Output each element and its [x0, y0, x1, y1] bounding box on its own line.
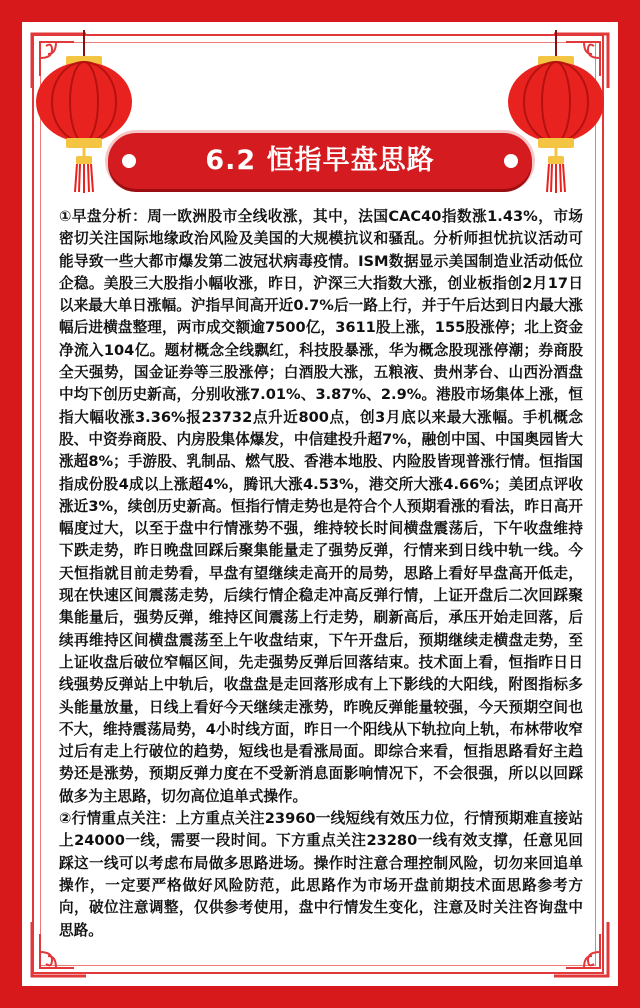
- paragraph-morning-analysis: ①早盘分析：周一欧洲股市全线收涨，其中，法国CAC40指数涨1.43%，市场密切关注国际地缘政治风险及美国的大规模抗议和骚乱。分析师担忧抗议活动可能导致一些大都市爆发第二波冠状病毒疫情。ISM数据显示美国制造业活动低位企稳。美股三大股指小幅收涨，昨日，沪深三大指数大涨，创业板指创2月17日以来最大单日涨幅。沪指早间高开近0.7%后一路上行，并于午后达到日内最大涨幅后进横盘整理，两市成交额逾7500亿，3611股上涨，155股涨停；北上资金净流入104亿。题材概念全线飘红，科技股暴涨，华为概念股现涨停潮；券商股全天强势，国金证券等三股涨停；白酒股大涨，五粮液、贵州茅台、山西汾酒盘中均下创历史新高，分别收涨7.01%、3.87%、2.9%。港股市场集体上涨，恒指大幅收涨3.36%报23732点升近800点，创3月底以来最大涨幅。手机概念股、中资券商股、内房股集体爆发，中信建投升超7%，融创中国、中国奥园皆大涨超8%；手游股、乳制品、燃气股、香港本地股、内险股皆现普涨行情。恒指国指成份股4成以上涨超4%，腾讯大涨4.53%，港交所大涨4.66%；美团点评收涨近3%，续创历史新高。恒指行情走势也是符合个人预期看涨的看法，昨日高开幅度过大，以至于盘中行情涨势不强，维持较长时间横盘震荡后，下午收盘维持下跌走势，昨日晚盘回踩后聚集能量走了强势反弹，行情来到日线中轨一线。今天恒指就目前走势看，早盘有望继续走高开的局势，思路上看好早盘高开低走，现在快速区间震荡走势，后续行情企稳走冲高反弹行情，上证开盘后二次回踩聚集能量后，强势反弹，维持区间震荡上行走势，刷新高后，承压开始走回落，后续再维持区间横盘震荡至上午收盘结束，下午开盘后，预期继续走横盘走势，至上证收盘后破位窄幅区间，先走强势反弹后回落结束。技术面上看，恒指昨日日线强势反弹站上中轨后，收盘盘是走回落形成有上下影线的大阳线，附图指标多头能量放量，日线上看好今天继续走涨势，昨晚反弹能量较强，今天预期空间也不大，维持震荡局势，4小时线方面，昨日一个阳线从下轨拉向上轨，布林带收窄过后有走上行破位的趋势，短线也是看涨局面。即综合来看，恒指思路看好主趋势还是涨势，预期反弹力度在不受新消息面影响情况下，不会很强，所以以回踩做多为主思路，切勿高位追单式操作。: [59, 208, 583, 805]
- title-banner: [108, 133, 532, 189]
- page-title: 6.2 恒指早盘思路: [205, 145, 435, 176]
- article-body: [59, 206, 583, 942]
- paragraph-key-levels: ②行情重点关注：上方重点关注23960一线短线有效压力位，行情预期难直接站上24000一线，需要一段时间。下方重点关注23280一线有效支撑，任意见回踩这一线可以考虑布局做多思路进场。操作时注意合理控制风险，切勿来回追单操作，一定要严格做好风险防范，此思路作为市场开盘前期技术面思路参考方向，破位注意调整，仅供参考使用，盘中行情发生变化，注意及时关注咨询盘中思路。: [59, 810, 583, 939]
